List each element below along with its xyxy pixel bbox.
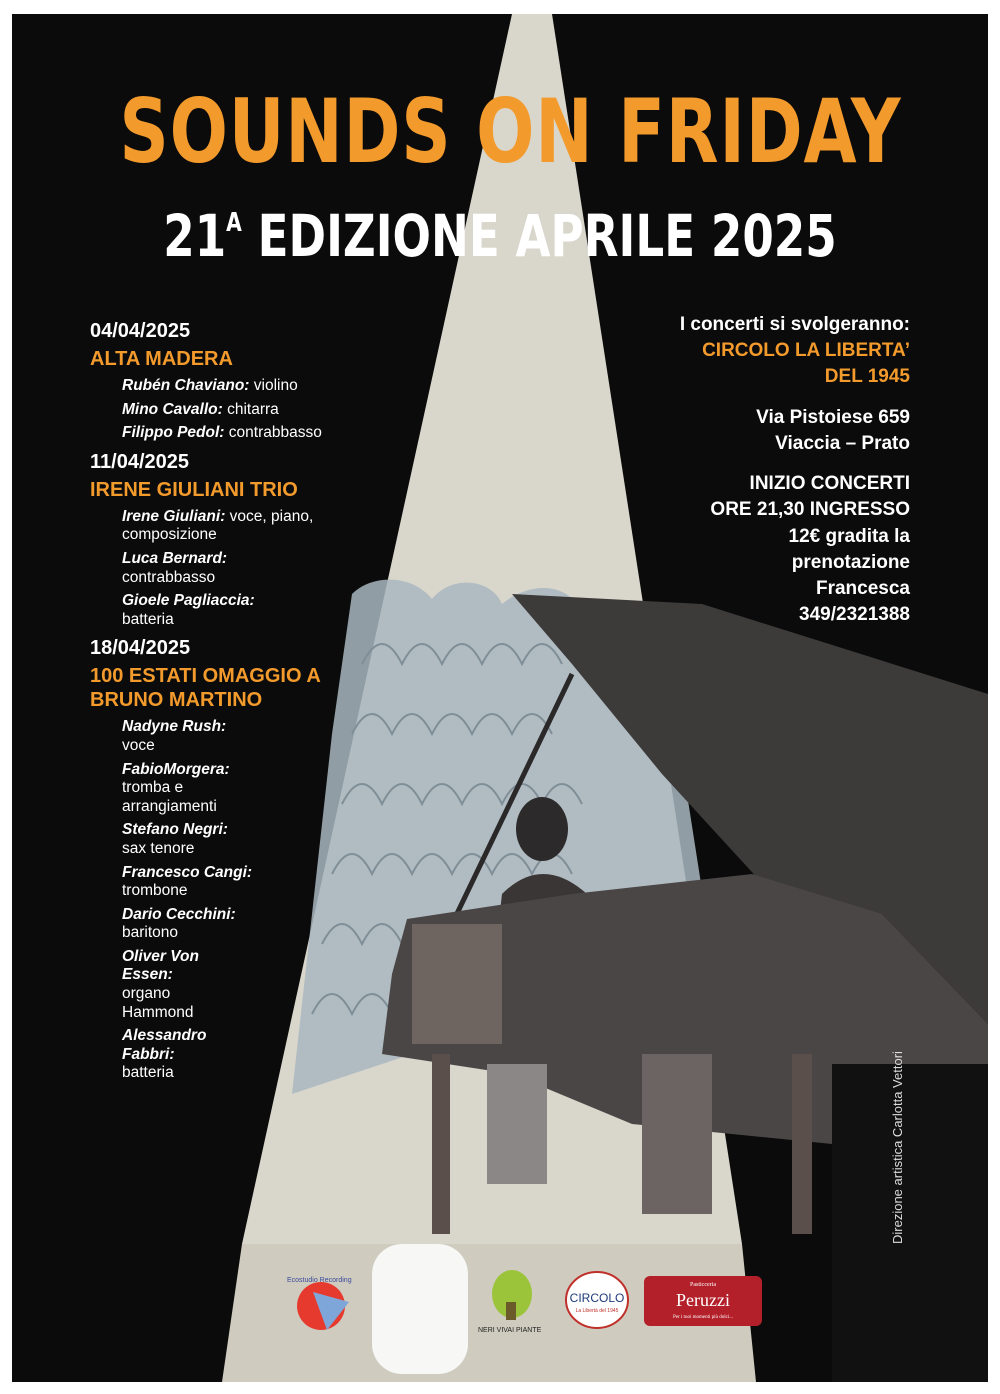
venue-city: Viaccia – Prato xyxy=(775,432,910,454)
performer-role: batteria xyxy=(122,610,174,628)
performer xyxy=(122,377,390,396)
performer-name: Rubén Chaviano: xyxy=(122,377,250,394)
performer-name: Dario Cecchini: xyxy=(122,905,236,923)
peruzzi-top-text: Pasticceria xyxy=(690,1282,716,1288)
neri-vivai-text: NERI VIVAI PIANTE xyxy=(478,1327,542,1334)
performer-role: contrabbasso xyxy=(224,424,322,442)
poster xyxy=(12,14,988,1382)
event-name: ALTA MADERA xyxy=(90,348,233,370)
circolo-logo xyxy=(562,1268,632,1332)
circolo-logo-text: CIRCOLO xyxy=(569,1291,625,1305)
performer-role: trombone xyxy=(122,882,188,900)
performer-name: Mino Cavallo: xyxy=(122,400,223,418)
performer-role: baritono xyxy=(122,924,179,942)
edition-number: 21 xyxy=(163,202,227,270)
shadow-block xyxy=(832,1064,988,1382)
performer-name: Irene Giuliani: xyxy=(122,507,226,525)
venue-name: CIRCOLO LA LIBERTA’ xyxy=(702,340,910,362)
performer xyxy=(122,592,390,629)
performer-role: batteria xyxy=(122,1064,174,1082)
performer-role: chitarra xyxy=(222,400,279,418)
event-date: 18/04/2025 xyxy=(90,637,191,660)
performer xyxy=(122,761,252,817)
program-list xyxy=(90,312,390,1088)
poster-subtitle xyxy=(119,202,880,270)
circolo-logo-sub: La Libertà del 1945 xyxy=(575,1308,619,1314)
performer-name: FabioMorgera: xyxy=(122,760,230,778)
performer-name: Francesco Cangi: xyxy=(122,863,253,881)
edition-text: EDIZIONE APRILE 2025 xyxy=(241,202,837,270)
performer-name: Stefano Negri: xyxy=(122,821,228,839)
pianist-head xyxy=(516,797,568,861)
poster-title: SOUNDS ON FRIDAY xyxy=(119,80,902,183)
performer xyxy=(122,864,390,901)
event-date: 11/04/2025 xyxy=(90,450,189,473)
booking-phone: 349/2321388 xyxy=(799,604,910,626)
performer-role: contrabbasso xyxy=(122,568,216,586)
venue-name-line2: DEL 1945 xyxy=(824,366,910,388)
piano-bench xyxy=(487,1064,547,1184)
performer-role: violino xyxy=(249,377,298,394)
blurred-logo xyxy=(372,1244,468,1374)
performer xyxy=(122,948,217,1022)
event-date: 04/04/2025 xyxy=(90,320,191,342)
performer-role: voce, piano, composizione xyxy=(122,507,314,544)
performer-name: Luca Bernard: xyxy=(122,549,228,567)
performer xyxy=(122,550,390,587)
artistic-direction-credit: Direzione artistica Carlotta Vettori xyxy=(890,1051,905,1244)
venue-intro: I concerti si svolgeranno: xyxy=(679,314,910,335)
piano-keyboard-case xyxy=(412,924,502,1044)
performer xyxy=(122,424,390,443)
venue-address: Via Pistoiese 659 xyxy=(756,406,910,428)
ecostudio-logo-text: Ecostudio Recording xyxy=(287,1277,352,1284)
piano-leg xyxy=(432,1054,450,1234)
performer-role: organo Hammond xyxy=(122,985,194,1021)
performer-name: Gioele Pagliaccia: xyxy=(122,592,255,610)
ecostudio-logo xyxy=(287,1272,367,1332)
neri-vivai-logo xyxy=(474,1262,554,1340)
performer xyxy=(122,821,390,858)
piano-lyre xyxy=(642,1054,712,1214)
concert-info: INIZIO CONCERTI xyxy=(749,473,910,495)
peruzzi-sub-text: Per i tuoi momenti più dolci... xyxy=(673,1315,733,1320)
performer xyxy=(122,1027,227,1083)
performer-name: Nadyne Rush: xyxy=(122,718,227,736)
peruzzi-logo xyxy=(644,1276,762,1326)
performer-name: Filippo Pedol: xyxy=(122,424,225,442)
performer xyxy=(122,906,390,943)
performer xyxy=(122,718,390,755)
concert-info: 12€ gradita la xyxy=(788,525,910,547)
concert-info: prenotazione xyxy=(791,551,910,573)
piano-leg xyxy=(792,1054,812,1234)
edition-superscript: A xyxy=(226,208,242,238)
concert-info: ORE 21,30 INGRESSO xyxy=(710,499,910,521)
venue-info xyxy=(550,312,910,628)
booking-contact: Francesca xyxy=(815,577,910,599)
event-name: IRENE GIULIANI TRIO xyxy=(90,478,298,501)
performer-role: tromba e arrangiamenti xyxy=(122,779,217,815)
performer xyxy=(122,401,390,420)
performer xyxy=(122,508,322,545)
performer-role: voce xyxy=(122,736,155,754)
peruzzi-name-text: Peruzzi xyxy=(676,1290,730,1310)
performer-role: sax tenore xyxy=(122,839,195,857)
event-name: 100 ESTATI OMAGGIO A BRUNO MARTINO xyxy=(90,665,321,712)
performer-name: Alessandro Fabbri: xyxy=(122,1027,207,1063)
performer-name: Oliver Von Essen: xyxy=(122,947,199,984)
